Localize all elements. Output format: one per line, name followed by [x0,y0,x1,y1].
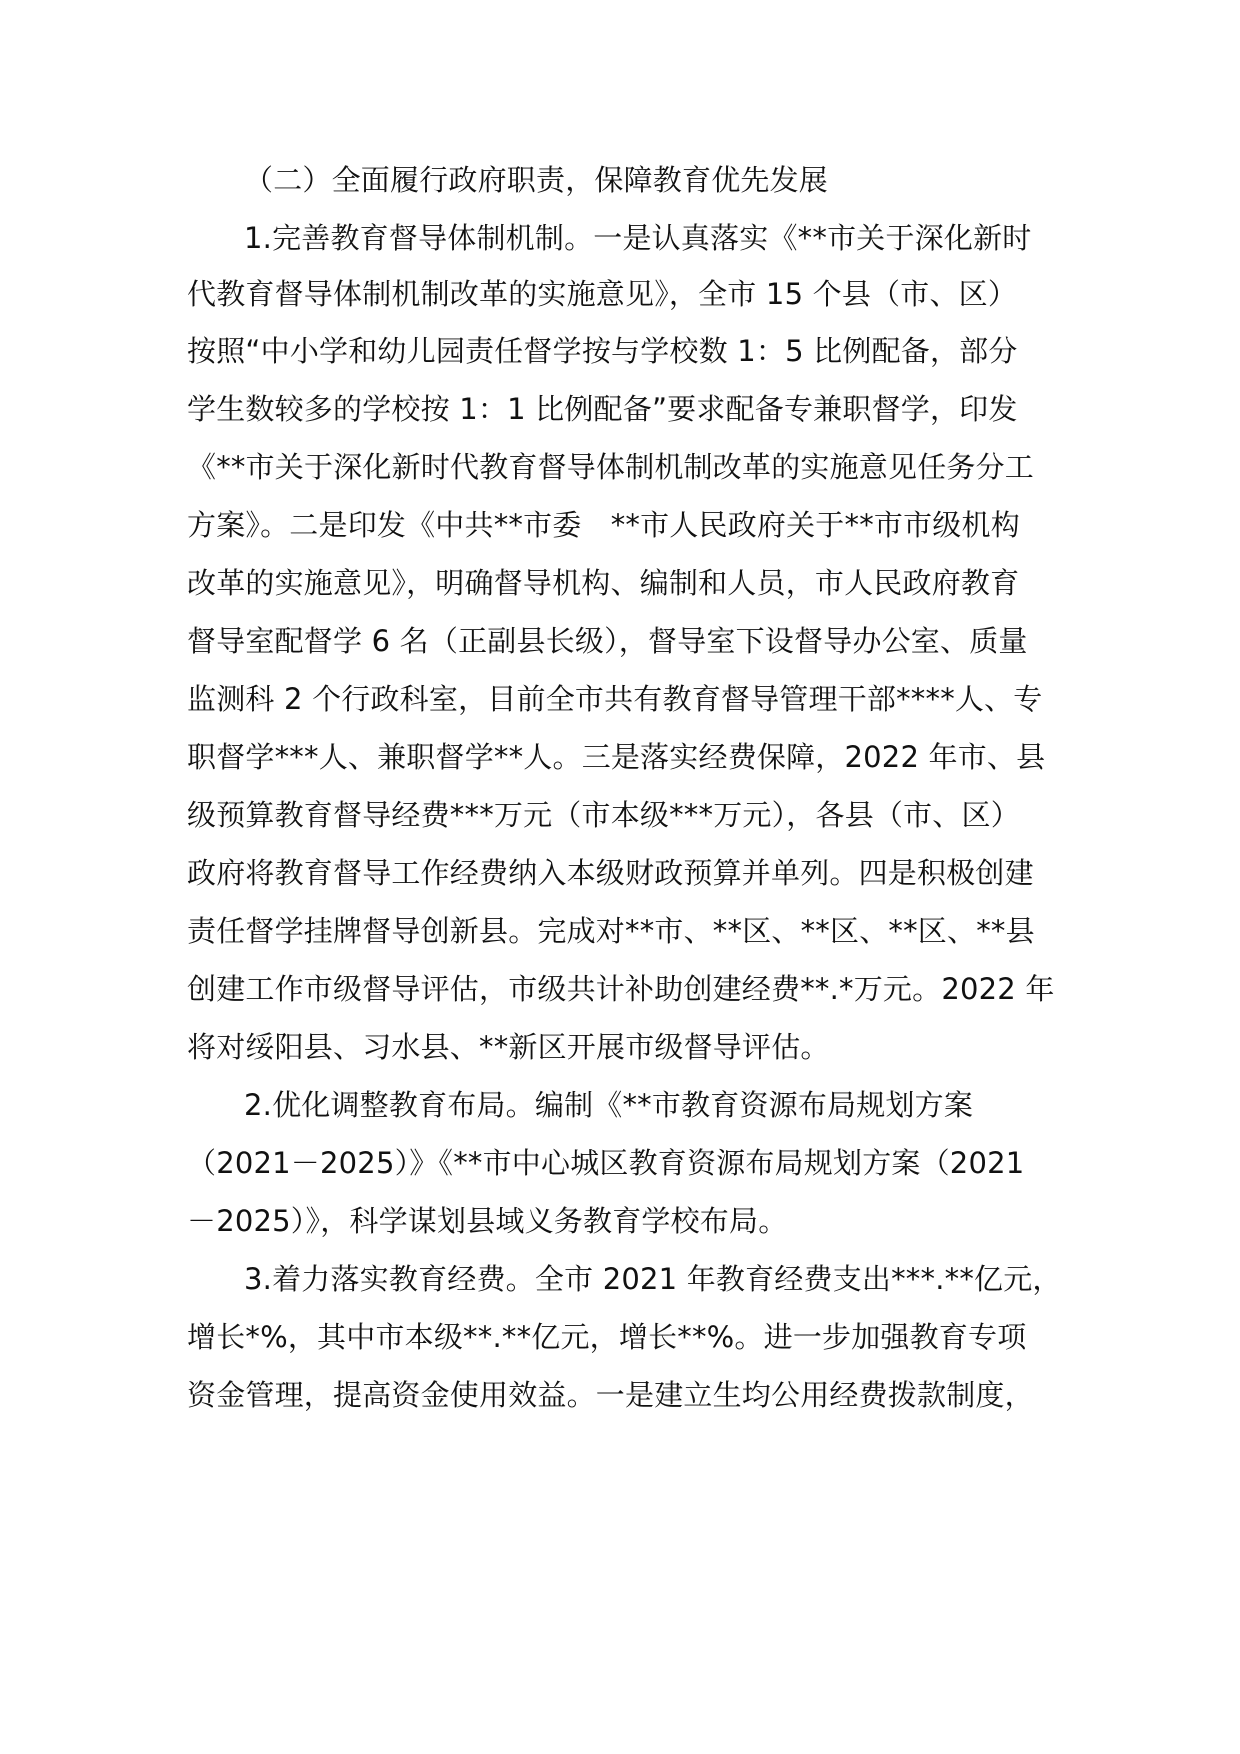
paragraph-line: 级预算教育督导经费***万元（市本级***万元），各县（市、区） [187,798,1020,832]
paragraph-line: 将对绥阳县、习水县、**新区开展市级督导评估。 [187,1030,830,1064]
paragraph-line: 改革的实施意见》，明确督导机构、编制和人员，市人民政府教育 [187,566,1020,600]
paragraph-line: 《**市关于深化新时代教育督导体制机制改革的实施意见任务分工 [187,450,1035,484]
paragraph-line: 创建工作市级督导评估，市级共计补助创建经费**.*万元。2022 年 [187,972,1055,1006]
paragraph-line: 监测科 2 个行政科室，目前全市共有教育督导管理干部****人、专 [187,682,1043,716]
paragraph-line: 责任督学挂牌督导创新县。完成对**市、**区、**区、**区、**县 [187,914,1035,948]
paragraph-line: －2025）》，科学谋划县域义务教育学校布局。 [187,1204,788,1238]
paragraph-line: 按照“中小学和幼儿园责任督学按与学校数 1：5 比例配备，部分 [187,334,1018,368]
paragraph-line: 3.着力落实教育经费。全市 2021 年教育经费支出***.**亿元， [244,1262,1062,1296]
paragraph-line: 学生数较多的学校按 1：1 比例配备”要求配备专兼职督学，印发 [187,392,1018,426]
paragraph-line: 政府将教育督导工作经费纳入本级财政预算并单列。四是积极创建 [187,856,1034,890]
paragraph-line: （2021－2025）》《**市中心城区教育资源布局规划方案（2021 [187,1146,1025,1180]
paragraph-line: 代教育督导体制机制改革的实施意见》，全市 15 个县（市、区） [187,277,1018,311]
paragraph-line: 方案》。二是印发《中共**市委 **市人民政府关于**市市级机构 [187,508,1020,542]
paragraph-line: 职督学***人、兼职督学**人。三是落实经费保障，2022 年市、县 [187,740,1046,774]
paragraph-line: 1.完善教育督导体制机制。一是认真落实《**市关于深化新时 [244,221,1032,255]
paragraph-line: 督导室配督学 6 名（正副县长级），督导室下设督导办公室、质量 [187,624,1028,658]
section-heading: （二）全面履行政府职责，保障教育优先发展 [244,163,829,197]
paragraph-line: 资金管理，提高资金使用效益。一是建立生均公用经费拨款制度， [187,1378,1034,1412]
paragraph-line: 增长*%，其中市本级**.**亿元，增长**%。进一步加强教育专项 [187,1320,1027,1354]
paragraph-line: 2.优化调整教育布局。编制《**市教育资源布局规划方案 [244,1088,974,1122]
